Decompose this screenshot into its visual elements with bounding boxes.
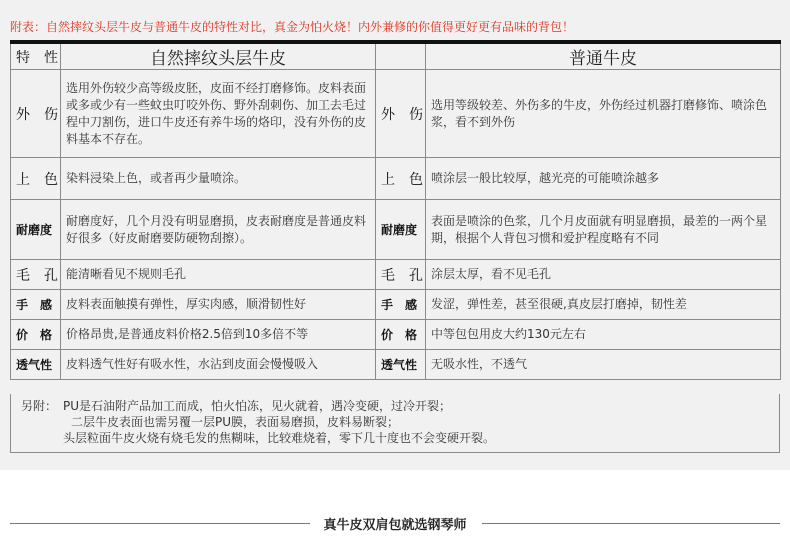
table-row-pores — [11, 260, 781, 290]
row-label: 价 格 — [376, 320, 426, 350]
row-label: 毛 孔 — [11, 260, 61, 290]
row-label: 手 感 — [11, 290, 61, 320]
natural-cell: 染料浸染上色，或者再少量喷涂。 — [61, 158, 376, 200]
natural-cell: 皮料透气性好有吸水性，水沾到皮面会慢慢吸入 — [61, 350, 376, 380]
ordinary-cell: 涂层太厚，看不见毛孔 — [426, 260, 781, 290]
additional-notes-lines — [63, 398, 495, 446]
row-label: 手 感 — [376, 290, 426, 320]
row-label: 耐磨度 — [11, 200, 61, 260]
ordinary-cell: 表面是喷涂的色浆，几个月皮面就有明显磨损，最差的一两个星期，根据个人背包习惯和爱护程度略有不同 — [426, 200, 781, 260]
table-row-wear — [11, 200, 781, 260]
table-row-breathability — [11, 350, 781, 380]
ordinary-cell: 发涩，弹性差，甚至很硬,真皮层打磨掉，韧性差 — [426, 290, 781, 320]
row-label: 毛 孔 — [376, 260, 426, 290]
table-row-feel — [11, 290, 781, 320]
footer-rule-right — [482, 523, 780, 524]
row-label: 耐磨度 — [376, 200, 426, 260]
row-label: 外 伤 — [376, 70, 426, 158]
header-ordinary-leather: 普通牛皮 — [426, 42, 781, 70]
comparison-table — [10, 40, 781, 380]
table-row-injury — [11, 70, 781, 158]
row-label: 透气性 — [376, 350, 426, 380]
row-label: 透气性 — [11, 350, 61, 380]
natural-cell: 价格昂贵,是普通皮料价格2.5倍到10多倍不等 — [61, 320, 376, 350]
ordinary-cell: 选用等级较差、外伤多的牛皮，外伤经过机器打磨修饰、喷涂色浆，看不到外伤 — [426, 70, 781, 158]
header-natural-leather: 自然摔纹头层牛皮 — [61, 42, 376, 70]
ordinary-cell: 中等包包用皮大约130元左右 — [426, 320, 781, 350]
note-line: 头层粒面牛皮火烧有烧毛发的焦糊味，比较难烧着，零下几十度也不会变硬开裂。 — [63, 431, 496, 445]
note-line: PU是石油附产品加工而成，怕火怕冻，见火就着，遇冷变硬，过冷开裂； — [63, 399, 452, 413]
natural-cell: 选用外伤较少高等级皮胚，皮面不经打磨修饰。皮料表面或多或少有一些蚊虫叮咬外伤、野外刮刺伤、加工去毛过程中刀割伤，进口牛皮还有养牛场的烙印，没有外伤的皮料基本不存在。 — [61, 70, 376, 158]
header-label-right — [376, 42, 426, 70]
natural-cell: 皮料表面触摸有弹性，厚实肉感，顺滑韧性好 — [61, 290, 376, 320]
table-row-price — [11, 320, 781, 350]
row-label: 外 伤 — [11, 70, 61, 158]
footer-title: 真牛皮双肩包就选钢琴师 — [323, 518, 467, 533]
note-line: 二层牛皮表面也需另覆一层PU膜，表面易磨损，皮料易断裂； — [71, 415, 400, 429]
table-row-color — [11, 158, 781, 200]
table-header-row — [11, 42, 781, 70]
row-label: 上 色 — [11, 158, 61, 200]
natural-cell: 能清晰看见不规则毛孔 — [61, 260, 376, 290]
row-label: 价 格 — [11, 320, 61, 350]
ordinary-cell: 无吸水性，不透气 — [426, 350, 781, 380]
header-label-left: 特 性 — [11, 42, 61, 70]
natural-cell: 耐磨度好，几个月没有明显磨损，皮表耐磨度是普通皮料好很多（好皮耐磨要防硬物刮擦）。 — [61, 200, 376, 260]
intro-note: 附表：自然摔纹头层牛皮与普通牛皮的特性对比，真金为怕火烧！内外兼修的你值得更好更有品味的背包！ — [10, 20, 575, 34]
row-label: 上 色 — [376, 158, 426, 200]
additional-notes — [10, 394, 780, 453]
ordinary-cell: 喷涂层一般比较厚，越光亮的可能喷涂越多 — [426, 158, 781, 200]
additional-notes-lead: 另附： — [21, 399, 58, 413]
